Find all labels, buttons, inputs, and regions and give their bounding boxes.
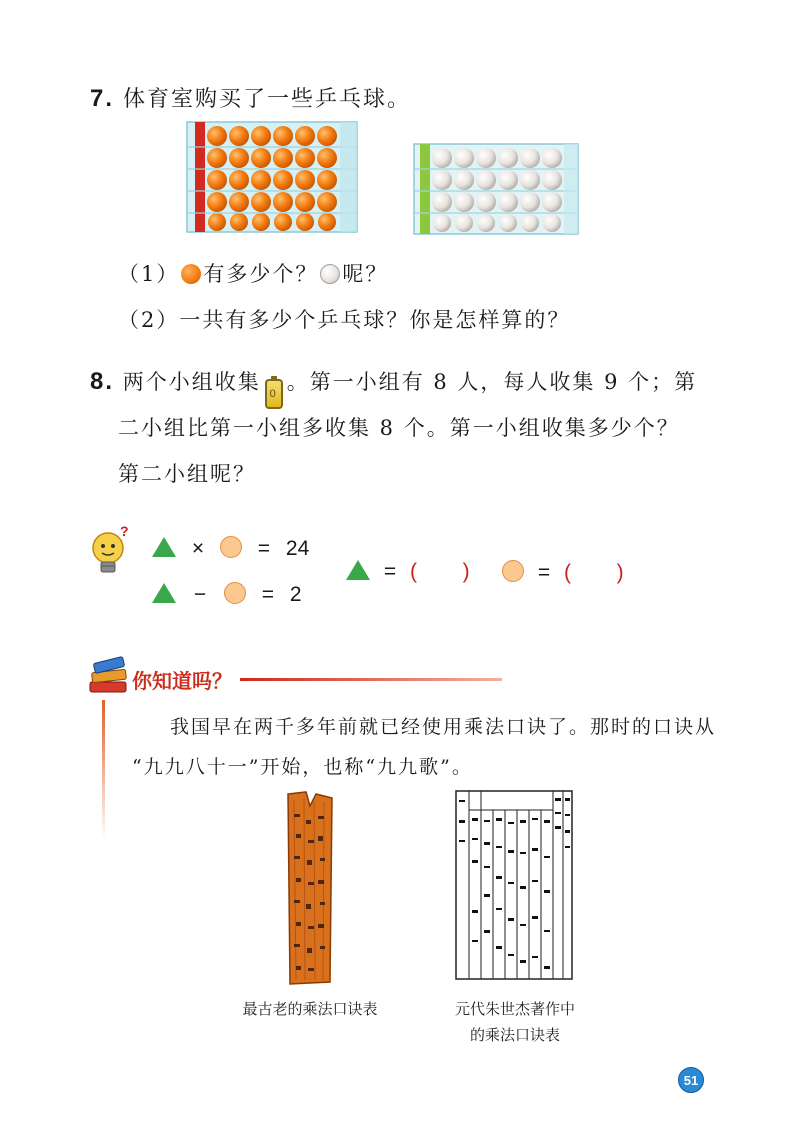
- close-paren: ): [616, 561, 624, 584]
- part-1-label: （1）: [118, 262, 180, 286]
- times-sign: ×: [191, 537, 205, 560]
- answer-triangle: [346, 560, 470, 584]
- question-7-number: 7.: [90, 85, 115, 112]
- part-1-question-end: 呢？: [342, 262, 389, 286]
- equation-multiply: [152, 536, 309, 561]
- question-7-title: 体育室购买了一些乒乓球。: [123, 87, 412, 112]
- caption-yuan-table-line-1: 元代朱世杰著作中: [454, 1001, 575, 1018]
- equation-minus: [152, 582, 302, 607]
- triangle-icon: [346, 560, 370, 580]
- result-2: 2: [289, 583, 302, 606]
- orange-ball-icon: [181, 264, 201, 284]
- equals-sign: =: [383, 560, 397, 583]
- question-8-line-3: 第二小组呢？: [118, 462, 256, 486]
- section-left-rule: [102, 700, 105, 840]
- question-8-text-b: 。第一小组有 8 人，每人收集 9 个；第: [286, 370, 698, 394]
- close-paren: ): [462, 560, 470, 583]
- caption-yuan-table-line-2: 的乘法口诀表: [469, 1027, 560, 1044]
- circle-icon: [502, 560, 524, 582]
- circle-icon: [224, 582, 246, 604]
- result-24: 24: [285, 537, 310, 560]
- question-8-line-2: 二小组比第一小组多收集 8 个。第一小组收集多少个？: [118, 416, 680, 440]
- white-ball-icon: [320, 264, 340, 284]
- orange-ball-box-image: [185, 118, 360, 236]
- question-7-part-1: [118, 258, 388, 288]
- did-you-know-title: 你知道吗？: [132, 671, 232, 693]
- open-paren: (: [563, 561, 571, 584]
- title-underline: [240, 678, 502, 681]
- books-icon: [86, 656, 130, 696]
- lightbulb-icon: [88, 524, 134, 580]
- page-number-badge: 51: [678, 1067, 704, 1093]
- question-8-text-a: 两个小组收集: [122, 370, 261, 394]
- svg-text:?: ?: [120, 524, 129, 539]
- part-1-question: 有多少个？: [203, 262, 319, 286]
- know-paragraph-line-1: 我国早在两千多年前就已经使用乘法口诀了。那时的口诀从: [170, 716, 717, 738]
- know-paragraph-line-2: “九九八十一”开始，也称“九九歌”。: [132, 756, 473, 778]
- question-7-title-row: [90, 82, 411, 113]
- answer-circle: [502, 560, 624, 585]
- question-8-number: 8.: [90, 368, 115, 395]
- circle-icon: [220, 536, 242, 558]
- triangle-icon: [152, 583, 176, 603]
- minus-sign: −: [193, 583, 207, 606]
- yuan-multiplication-table-image: [455, 790, 573, 980]
- battery-icon: 0: [265, 379, 283, 409]
- equals-sign: =: [257, 537, 271, 560]
- white-ball-box-image: [412, 140, 582, 238]
- caption-oldest-table: 最古老的乘法口诀表: [242, 1001, 378, 1018]
- open-paren: (: [409, 560, 417, 583]
- triangle-icon: [152, 537, 176, 557]
- question-7-part-2: （2）一共有多少个乒乓球？你是怎样算的？: [118, 308, 571, 332]
- equals-sign: =: [537, 561, 551, 584]
- equals-sign: =: [261, 583, 275, 606]
- bamboo-slip-image: [280, 790, 340, 986]
- question-8-line-1: [90, 366, 697, 409]
